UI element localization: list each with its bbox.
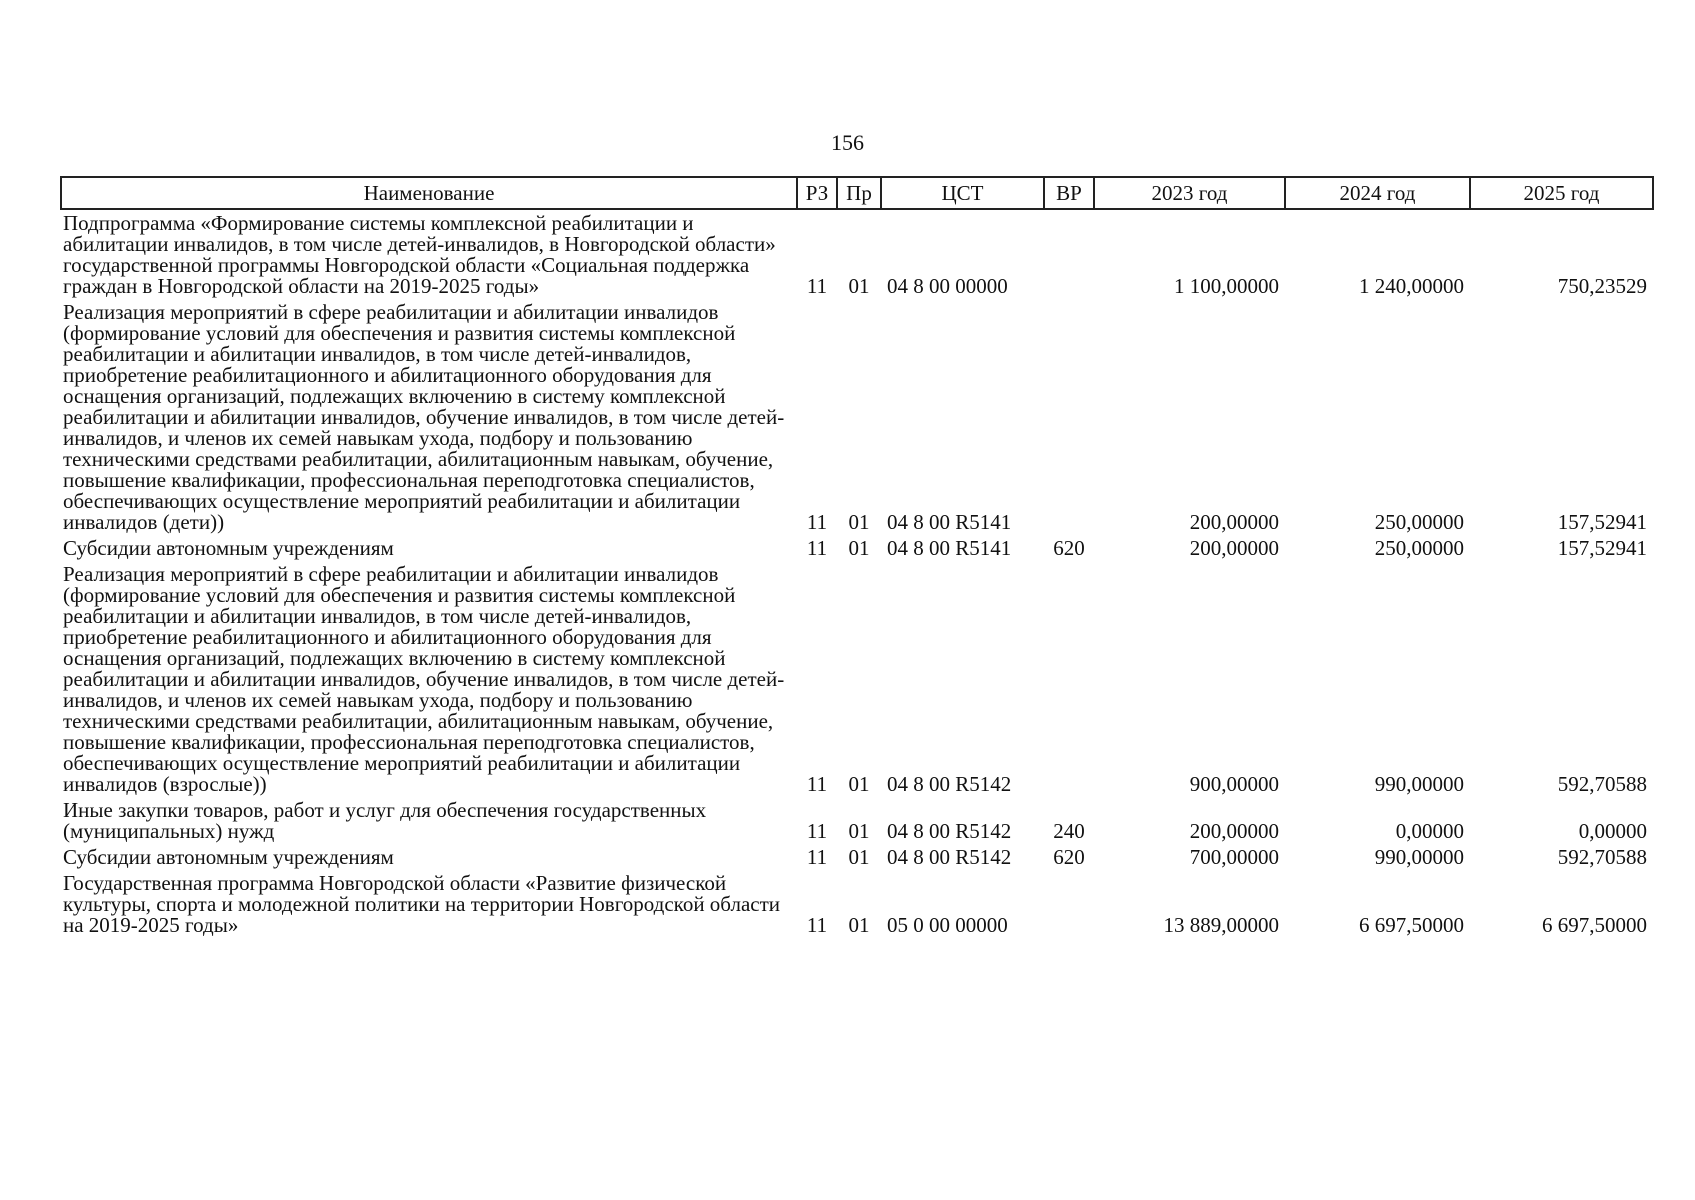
page-number: 156 <box>831 130 864 155</box>
row-pr: 01 <box>848 819 870 843</box>
row-rz: 11 <box>806 845 828 869</box>
row-rz: 11 <box>806 510 828 534</box>
row-pr: 01 <box>848 913 870 937</box>
row-2025: 750,23529 <box>1557 274 1647 298</box>
row-2025: 157,52941 <box>1557 536 1647 560</box>
row-pr: 01 <box>848 845 870 869</box>
row-cst: 04 8 00 R5141 <box>887 536 1012 560</box>
row-2023: 700,00000 <box>1189 845 1279 869</box>
header-2024: 2024 год <box>1285 177 1470 209</box>
row-2025: 0,00000 <box>1578 819 1647 843</box>
row-rz: 11 <box>806 536 828 560</box>
row-2024: 990,00000 <box>1374 772 1464 796</box>
row-cst: 04 8 00 R5142 <box>887 819 1012 843</box>
row-vr: 240 <box>1053 819 1085 843</box>
row-pr: 01 <box>848 772 870 796</box>
table-row <box>61 870 1653 938</box>
row-name: Подпрограмма «Формирование системы комплексной реабилитации и абилитации инвалидов, в том числе детей-инвалидов, в Новгородской области» государственной программы Новгородской области «Социальная поддержка граждан в Новгородской области на 2019-2025 годы» <box>63 211 776 298</box>
row-rz: 11 <box>806 772 828 796</box>
row-rz: 11 <box>806 274 828 298</box>
row-vr <box>1044 870 1094 938</box>
budget-table <box>60 176 1654 938</box>
row-2023: 13 889,00000 <box>1163 913 1279 937</box>
row-vr <box>1044 561 1094 797</box>
row-2023: 200,00000 <box>1189 536 1279 560</box>
table-row <box>61 209 1653 299</box>
header-pr: Пр <box>837 177 881 209</box>
row-2025: 592,70588 <box>1557 845 1647 869</box>
row-cst: 04 8 00 R5141 <box>887 510 1012 534</box>
row-vr: 620 <box>1053 536 1085 560</box>
row-vr <box>1044 209 1094 299</box>
row-2024: 1 240,00000 <box>1359 274 1464 298</box>
row-2023: 200,00000 <box>1189 819 1279 843</box>
header-rz: РЗ <box>797 177 837 209</box>
table-row <box>61 797 1653 844</box>
header-name: Наименование <box>61 177 797 209</box>
table-body <box>61 209 1653 938</box>
header-2023: 2023 год <box>1094 177 1285 209</box>
table-row <box>61 561 1653 797</box>
row-cst: 05 0 00 00000 <box>887 913 1008 937</box>
row-cst: 04 8 00 R5142 <box>887 845 1012 869</box>
row-2023: 900,00000 <box>1189 772 1279 796</box>
row-cst: 04 8 00 R5142 <box>887 772 1012 796</box>
row-cst: 04 8 00 00000 <box>887 274 1008 298</box>
row-name: Реализация мероприятий в сфере реабилитации и абилитации инвалидов (формирование условий для обеспечения и развития системы комплексной реабилитации и абилитации инвалидов, в том числе детей-инвалидов, приобретение реабилитационного и абилитационного оборудования для оснащения организаций, подлежащих включению в систему комплексной реабилитации и абилитации инвалидов, обучение инвалидов, в том числе детей-инвалидов, и членов их семей навыкам ухода, подбору и пользованию техническими средствами реабилитации, абилитационным навыкам, обучение, повышение квалификации, профессиональная переподготовка специалистов, обеспечивающих осуществление мероприятий реабилитации и абилитации инвалидов (взрослые)) <box>63 562 785 796</box>
row-vr <box>1044 299 1094 535</box>
row-2024: 0,00000 <box>1395 819 1464 843</box>
row-2023: 200,00000 <box>1189 510 1279 534</box>
row-2024: 6 697,50000 <box>1359 913 1464 937</box>
table-header <box>61 177 1653 209</box>
row-2025: 6 697,50000 <box>1542 913 1647 937</box>
table-row <box>61 299 1653 535</box>
row-2024: 250,00000 <box>1374 536 1464 560</box>
row-name: Реализация мероприятий в сфере реабилитации и абилитации инвалидов (формирование условий для обеспечения и развития системы комплексной реабилитации и абилитации инвалидов, в том числе детей-инвалидов, приобретение реабилитационного и абилитационного оборудования для оснащения организаций, подлежащих включению в систему комплексной реабилитации и абилитации инвалидов, обучение инвалидов, в том числе детей-инвалидов, и членов их семей навыкам ухода, подбору и пользованию техническими средствами реабилитации, абилитационным навыкам, обучение, повышение квалификации, профессиональная переподготовка специалистов, обеспечивающих осуществление мероприятий реабилитации и абилитации инвалидов (дети)) <box>63 300 785 534</box>
row-name: Субсидии автономным учреждениям <box>63 536 394 560</box>
row-2024: 990,00000 <box>1374 845 1464 869</box>
row-name: Государственная программа Новгородской области «Развитие физической культуры, спорта и молодежной политики на территории Новгородской области на 2019-2025 годы» <box>63 871 781 937</box>
header-cst: ЦСТ <box>881 177 1044 209</box>
row-pr: 01 <box>848 510 870 534</box>
row-pr: 01 <box>848 536 870 560</box>
row-rz: 11 <box>806 913 828 937</box>
row-pr: 01 <box>848 274 870 298</box>
header-2025: 2025 год <box>1470 177 1653 209</box>
row-2023: 1 100,00000 <box>1174 274 1279 298</box>
header-vr: ВР <box>1044 177 1094 209</box>
row-2025: 592,70588 <box>1557 772 1647 796</box>
table-row <box>61 844 1653 870</box>
row-2024: 250,00000 <box>1374 510 1464 534</box>
row-rz: 11 <box>806 819 828 843</box>
row-name: Субсидии автономным учреждениям <box>63 845 394 869</box>
row-name: Иные закупки товаров, работ и услуг для обеспечения государственных (муниципальных) нужд <box>63 798 707 843</box>
table-row <box>61 535 1653 561</box>
row-2025: 157,52941 <box>1557 510 1647 534</box>
header-row <box>61 177 1653 209</box>
row-vr: 620 <box>1053 845 1085 869</box>
